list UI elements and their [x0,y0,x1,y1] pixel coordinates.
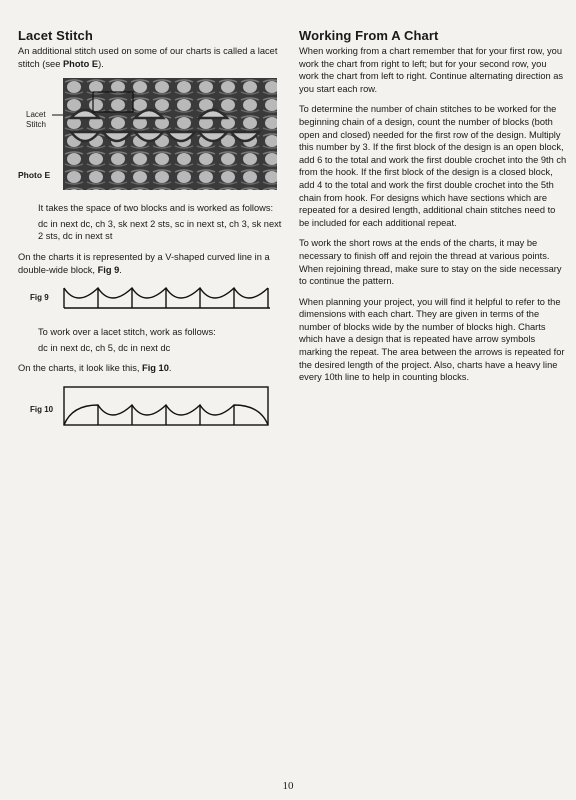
lacet-stitch-photo [63,78,277,190]
fig9-lacet-chart [62,286,272,310]
chart-direction-paragraph: When working from a chart remember that for your first row, you work the chart from right to left; but for your second row, you work the chart from left to right. Continue alternating direction as you start each row. [299,46,564,94]
lacet-instructions: dc in next dc, ch 3, sk next 2 sts, sc in next st, ch 3, sk next 2 sts, dc in next st [38,218,282,242]
working-from-chart-heading: Working From A Chart [299,28,439,43]
fig9-reference: Fig 9 [97,264,120,275]
lacet-stitch-heading: Lacet Stitch [18,28,93,43]
planning-paragraph: When planning your project, you will find it helpful to refer to the dimensions with each chart. They are given in terms of the number of blocks wide by the number of blocks high. Charts which have a design that is repeated have arrow symbols marking the repeat. The area between the arrows is repeated for the desired length of the project. Also, charts have a heavy line every 10th line to help in counting blocks. [299,296,565,383]
takes-space-text: It takes the space of two blocks and is worked as follows: [38,203,274,214]
work-over-instructions: dc in next dc, ch 5, dc in next dc [38,342,171,353]
lacet-intro: An additional stitch used on some of our charts is called a lacet stitch (see Photo E). [18,46,278,69]
short-rows-paragraph: To work the short rows at the ends of the charts, it may be necessary to finish off and rejoin the thread at various points. When rejoining thread, make sure to stay on the side necessary to continue the pattern. [299,238,562,287]
photo-e-label: Photo E [18,170,51,181]
page-number: 10 [282,780,294,792]
fig10-label: Fig 10 [30,404,54,414]
work-over-text: To work over a lacet stitch, work as follows: [38,327,216,338]
look-like-text: On the charts, it look like this, Fig 10. [18,363,172,374]
photo-e-reference: Photo E [62,58,99,69]
fig10-lacet-chart [62,385,272,427]
left-column [18,28,284,443]
lacet-stitch-callout: Lacet Stitch [26,110,47,130]
fig10-row [18,385,284,429]
fig9-label: Fig 9 [30,293,49,303]
fig9-row [18,286,284,312]
chain-count-paragraph: To determine the number of chain stitches to be worked for the beginning chain of a design, count the number of blocks (both open and closed) needed for the first row of the design. Multiply this number by 3. If the first block of the design is an open block, add 6 to the total and work the first double crochet into the 9th ch from the hook. If the first block of the design is a closed block, add 4 to the total and work the first double crochet into the 5th chain from hook. For designs which have sections which are repeated for a desired length, additional chain stitches need to be included for each additional repeat. [299,104,567,228]
photo-e-block [18,78,284,196]
charts-representation-text: On the charts it is represented by a V-shaped curved line in a double-wide block, Fig 9. [18,251,270,275]
right-column [299,28,567,392]
fig10-reference: Fig 10 [142,363,169,374]
